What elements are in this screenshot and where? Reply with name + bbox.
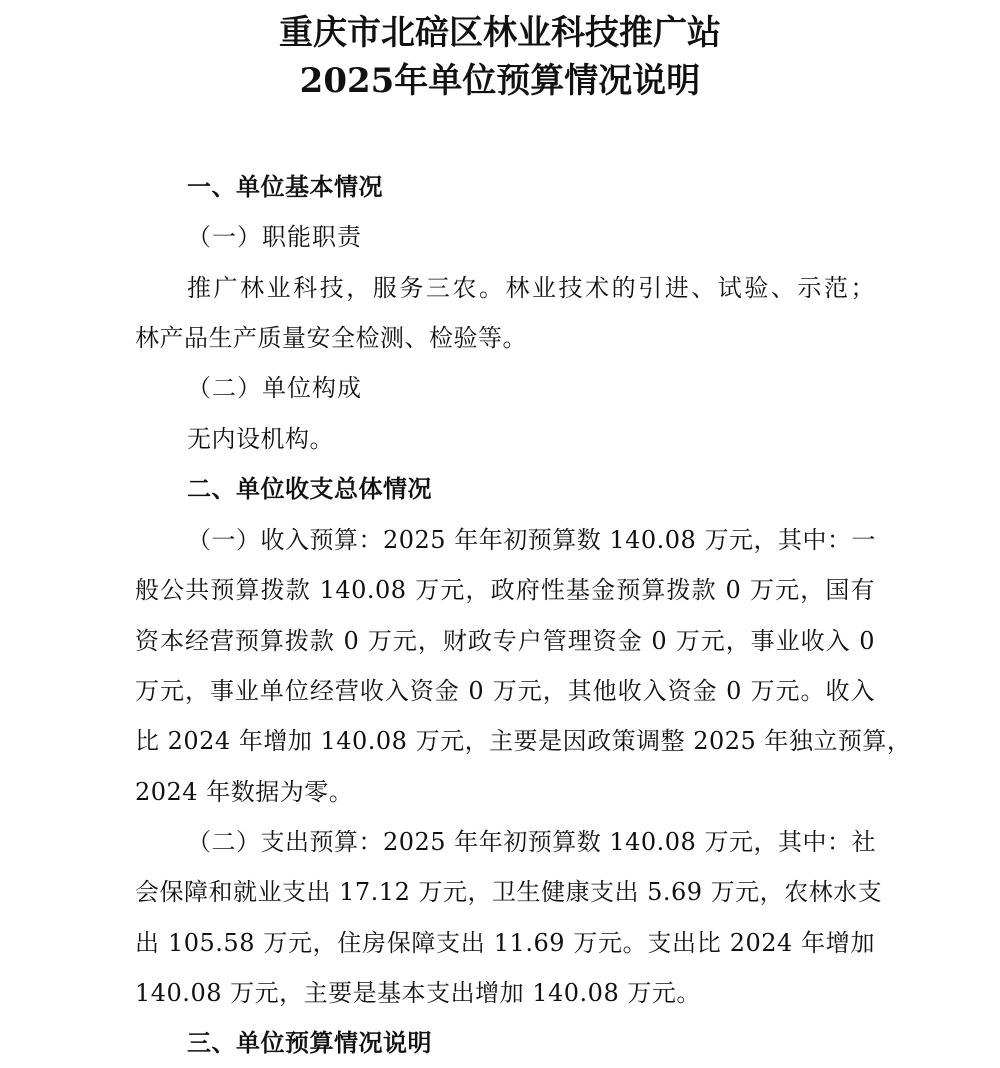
section-heading-1: 一、单位基本情况 <box>187 172 383 201</box>
paragraph-line: 会保障和就业支出 17.12 万元，卫生健康支出 5.69 万元，农林水支 <box>135 878 883 906</box>
paragraph-line: 出 105.58 万元，住房保障支出 11.69 万元。支出比 2024 年增加 <box>135 929 875 957</box>
document-title-line-1: 重庆市北碚区林业科技推广站 <box>279 13 721 53</box>
paragraph-line: 推广林业科技，服务三农。林业技术的引进、试验、示范； <box>187 274 875 302</box>
paragraph-line: 资本经营预算拨款 0 万元，财政专户管理资金 0 万元，事业收入 0 <box>135 627 875 655</box>
subsection-heading-duties: （一）职能职责 <box>187 223 362 251</box>
subsection-heading-structure: （二）单位构成 <box>187 374 362 402</box>
section-heading-2: 二、单位收支总体情况 <box>187 474 432 503</box>
paragraph-line: 林产品生产质量安全检测、检验等。 <box>135 324 527 352</box>
paragraph-line: （一）收入预算：2025 年年初预算数 140.08 万元，其中：一 <box>187 526 876 554</box>
paragraph-line: 万元，事业单位经营收入资金 0 万元，其他收入资金 0 万元。收入 <box>135 677 875 705</box>
paragraph-line: 比 2024 年增加 140.08 万元，主要是因政策调整 2025 年独立预算， <box>135 727 912 755</box>
paragraph-line: 140.08 万元，主要是基本支出增加 140.08 万元。 <box>135 979 701 1007</box>
paragraph-line: 无内设机构。 <box>187 425 334 453</box>
paragraph-line: 2024 年数据为零。 <box>135 778 354 806</box>
paragraph-line: 般公共预算拨款 140.08 万元，政府性基金预算拨款 0 万元，国有 <box>135 576 875 604</box>
paragraph-line: （二）支出预算：2025 年年初预算数 140.08 万元，其中：社 <box>187 828 876 856</box>
document-title-line-2: 2025年单位预算情况说明 <box>299 61 701 101</box>
section-heading-3: 三、单位预算情况说明 <box>187 1028 432 1057</box>
